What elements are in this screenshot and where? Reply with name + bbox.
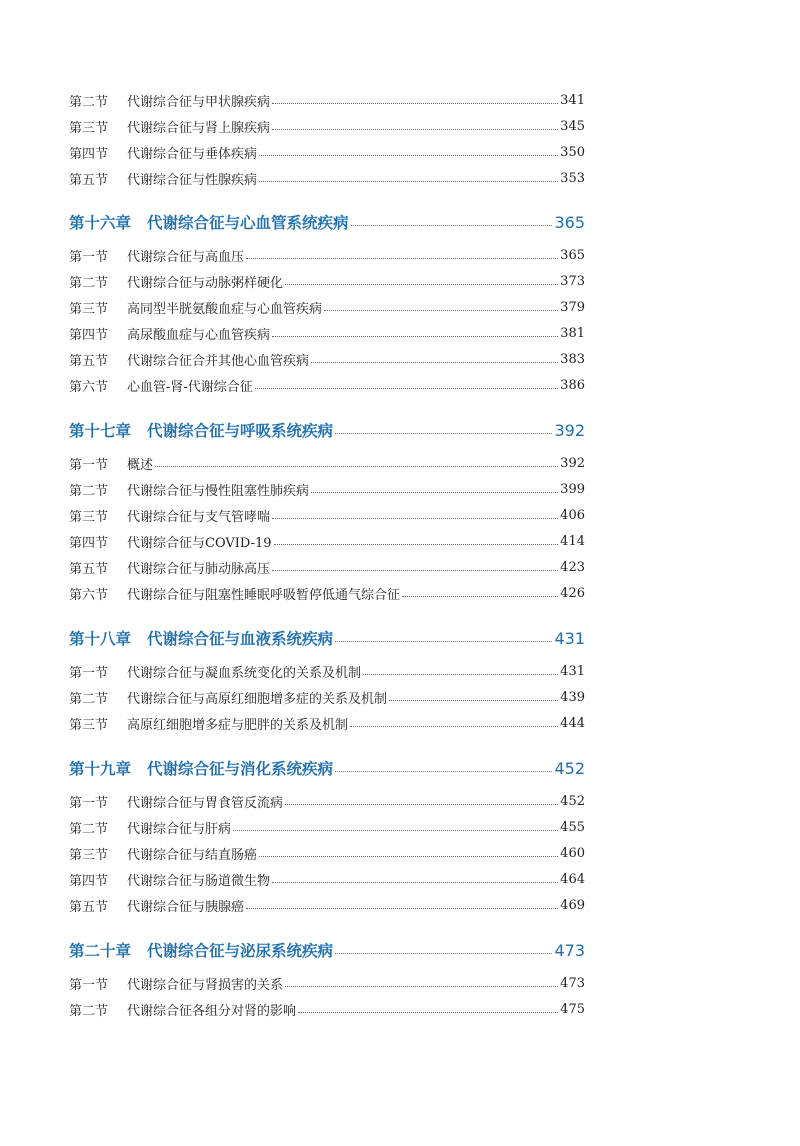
page-number: 439 — [560, 689, 585, 705]
page-number: 452 — [560, 793, 585, 809]
toc-section-entry[interactable] — [69, 530, 585, 552]
page-number: 473 — [560, 975, 585, 991]
dot-leader — [259, 855, 558, 857]
chapter-number: 第十八章 — [69, 630, 132, 648]
page-number: 350 — [560, 144, 585, 160]
dot-leader — [363, 673, 558, 675]
toc-section-entry[interactable] — [69, 244, 585, 266]
dot-leader — [233, 829, 558, 831]
section-title: 代谢综合征与甲状腺疾病 — [127, 94, 271, 110]
page-number: 399 — [560, 481, 585, 497]
toc-section-entry[interactable] — [69, 582, 585, 604]
toc-section-entry[interactable] — [69, 972, 585, 994]
toc-section-entry[interactable] — [69, 89, 585, 111]
section-title: 心血管-肾-代谢综合征 — [127, 379, 253, 395]
dot-leader — [272, 335, 558, 337]
page-number: 455 — [560, 819, 585, 835]
section-number: 第五节 — [69, 561, 109, 577]
section-number: 第三节 — [69, 847, 109, 863]
page-number: 392 — [560, 455, 585, 471]
chapter-title: 代谢综合征与泌尿系统疾病 — [147, 942, 334, 960]
page-number: 464 — [560, 871, 585, 887]
section-number: 第一节 — [69, 249, 109, 265]
dot-leader — [155, 465, 558, 467]
section-number: 第三节 — [69, 120, 109, 136]
dot-leader — [285, 283, 558, 285]
dot-leader — [298, 1011, 558, 1013]
section-number: 第四节 — [69, 327, 109, 343]
chapter-number: 第十六章 — [69, 214, 132, 232]
page-number: 345 — [560, 118, 585, 134]
chapter-title: 代谢综合征与心血管系统疾病 — [147, 214, 349, 232]
section-number: 第一节 — [69, 665, 109, 681]
toc-section-entry[interactable] — [69, 660, 585, 682]
section-title: 高原红细胞增多症与肥胖的关系及机制 — [127, 717, 349, 733]
toc-section-entry[interactable] — [69, 167, 585, 189]
toc-chapter-entry[interactable] — [69, 209, 585, 235]
toc-section-entry[interactable] — [69, 712, 585, 734]
dot-leader — [272, 569, 558, 571]
dot-leader — [274, 543, 559, 545]
dot-leader — [285, 803, 558, 805]
section-title: 代谢综合征合并其他心血管疾病 — [127, 353, 310, 369]
section-number: 第二节 — [69, 483, 109, 499]
section-number: 第一节 — [69, 977, 109, 993]
dot-leader — [272, 102, 558, 104]
section-number: 第五节 — [69, 172, 109, 188]
section-number: 第三节 — [69, 717, 109, 733]
page-number: 379 — [560, 299, 585, 315]
toc-section-entry[interactable] — [69, 322, 585, 344]
chapter-number: 第十七章 — [69, 422, 132, 440]
section-title: 代谢综合征与凝血系统变化的关系及机制 — [127, 665, 362, 681]
toc-section-entry[interactable] — [69, 504, 585, 526]
dot-leader — [255, 387, 558, 389]
section-number: 第六节 — [69, 379, 109, 395]
section-number: 第二节 — [69, 1003, 109, 1019]
page-number: 426 — [560, 585, 585, 601]
section-title: 代谢综合征与COVID-19 — [127, 535, 272, 551]
toc-chapter-entry[interactable] — [69, 755, 585, 781]
section-number: 第一节 — [69, 795, 109, 811]
section-number: 第六节 — [69, 587, 109, 603]
section-number: 第三节 — [69, 509, 109, 525]
page-number: 373 — [560, 273, 585, 289]
section-title: 代谢综合征与胰腺癌 — [127, 899, 245, 915]
page-number: 386 — [560, 377, 585, 393]
section-number: 第四节 — [69, 873, 109, 889]
dot-leader — [285, 985, 558, 987]
page-number: 365 — [560, 247, 585, 263]
toc-section-entry[interactable] — [69, 842, 585, 864]
dot-leader — [402, 595, 558, 597]
dot-leader — [259, 180, 558, 182]
dot-leader — [335, 432, 552, 434]
section-title: 代谢综合征与阻塞性睡眠呼吸暂停低通气综合征 — [127, 587, 401, 603]
dot-leader — [351, 224, 553, 226]
page-number: 444 — [560, 715, 585, 731]
chapter-title: 代谢综合征与呼吸系统疾病 — [147, 422, 334, 440]
section-title: 代谢综合征与性腺疾病 — [127, 172, 258, 188]
page-number: 381 — [560, 325, 585, 341]
section-number: 第二节 — [69, 94, 109, 110]
chapter-number: 第十九章 — [69, 760, 132, 778]
toc-section-entry[interactable] — [69, 115, 585, 137]
page-number: 469 — [560, 897, 585, 913]
dot-leader — [311, 491, 558, 493]
dot-leader — [324, 309, 558, 311]
dot-leader — [272, 128, 558, 130]
chapter-number: 第二十章 — [69, 942, 132, 960]
toc-section-entry[interactable] — [69, 868, 585, 890]
dot-leader — [350, 725, 558, 727]
section-title: 概述 — [127, 457, 154, 473]
section-number: 第四节 — [69, 535, 109, 551]
page-number: 452 — [554, 758, 585, 778]
toc-section-entry[interactable] — [69, 686, 585, 708]
page-number: 365 — [554, 212, 585, 232]
section-title: 高尿酸血症与心血管疾病 — [127, 327, 271, 343]
section-title: 代谢综合征与肾损害的关系 — [127, 977, 284, 993]
toc-section-entry[interactable] — [69, 816, 585, 838]
section-title: 代谢综合征与肺动脉高压 — [127, 561, 271, 577]
section-number: 第五节 — [69, 899, 109, 915]
section-title: 代谢综合征各组分对肾的影响 — [127, 1003, 297, 1019]
chapter-title: 代谢综合征与消化系统疾病 — [147, 760, 334, 778]
dot-leader — [272, 881, 558, 883]
page-number: 460 — [560, 845, 585, 861]
dot-leader — [259, 154, 558, 156]
page-number: 392 — [554, 420, 585, 440]
section-number: 第二节 — [69, 691, 109, 707]
page-number: 383 — [560, 351, 585, 367]
section-title: 代谢综合征与慢性阻塞性肺疾病 — [127, 483, 310, 499]
page-number: 431 — [554, 628, 585, 648]
dot-leader — [272, 517, 558, 519]
dot-leader — [246, 257, 558, 259]
page-number: 473 — [554, 940, 585, 960]
toc-section-entry[interactable] — [69, 452, 585, 474]
section-title: 代谢综合征与垂体疾病 — [127, 146, 258, 162]
toc-chapter-entry[interactable] — [69, 417, 585, 443]
section-title: 代谢综合征与动脉粥样硬化 — [127, 275, 284, 291]
toc-section-entry[interactable] — [69, 556, 585, 578]
page-number: 475 — [560, 1001, 585, 1017]
toc-section-entry[interactable] — [69, 478, 585, 500]
toc-chapter-entry[interactable] — [69, 625, 585, 651]
section-title: 高同型半胱氨酸血症与心血管疾病 — [127, 301, 323, 317]
section-title: 代谢综合征与肝病 — [127, 821, 232, 837]
section-title: 代谢综合征与高血压 — [127, 249, 245, 265]
page-number: 406 — [560, 507, 585, 523]
section-number: 第五节 — [69, 353, 109, 369]
toc-section-entry[interactable] — [69, 270, 585, 292]
section-title: 代谢综合征与肾上腺疾病 — [127, 120, 271, 136]
page-number: 341 — [560, 92, 585, 108]
toc-section-entry[interactable] — [69, 348, 585, 370]
dot-leader — [335, 770, 552, 772]
section-number: 第三节 — [69, 301, 109, 317]
section-number: 第二节 — [69, 821, 109, 837]
dot-leader — [335, 952, 552, 954]
section-title: 代谢综合征与结直肠癌 — [127, 847, 258, 863]
section-title: 代谢综合征与高原红细胞增多症的关系及机制 — [127, 691, 388, 707]
section-number: 第一节 — [69, 457, 109, 473]
section-title: 代谢综合征与支气管哮喘 — [127, 509, 271, 525]
page-number: 423 — [560, 559, 585, 575]
section-number: 第二节 — [69, 275, 109, 291]
dot-leader — [246, 907, 558, 909]
page-number: 353 — [560, 170, 585, 186]
page-number: 431 — [560, 663, 585, 679]
toc-section-entry[interactable] — [69, 296, 585, 318]
dot-leader — [389, 699, 558, 701]
section-title: 代谢综合征与肠道微生物 — [127, 873, 271, 889]
section-number: 第四节 — [69, 146, 109, 162]
toc-section-entry[interactable] — [69, 141, 585, 163]
section-title: 代谢综合征与胃食管反流病 — [127, 795, 284, 811]
toc-section-entry[interactable] — [69, 790, 585, 812]
page-number: 414 — [560, 533, 585, 549]
dot-leader — [335, 640, 552, 642]
toc-section-entry[interactable] — [69, 374, 585, 396]
dot-leader — [311, 361, 558, 363]
toc-section-entry[interactable] — [69, 894, 585, 916]
toc-chapter-entry[interactable] — [69, 937, 585, 963]
chapter-title: 代谢综合征与血液系统疾病 — [147, 630, 334, 648]
toc-section-entry[interactable] — [69, 998, 585, 1020]
